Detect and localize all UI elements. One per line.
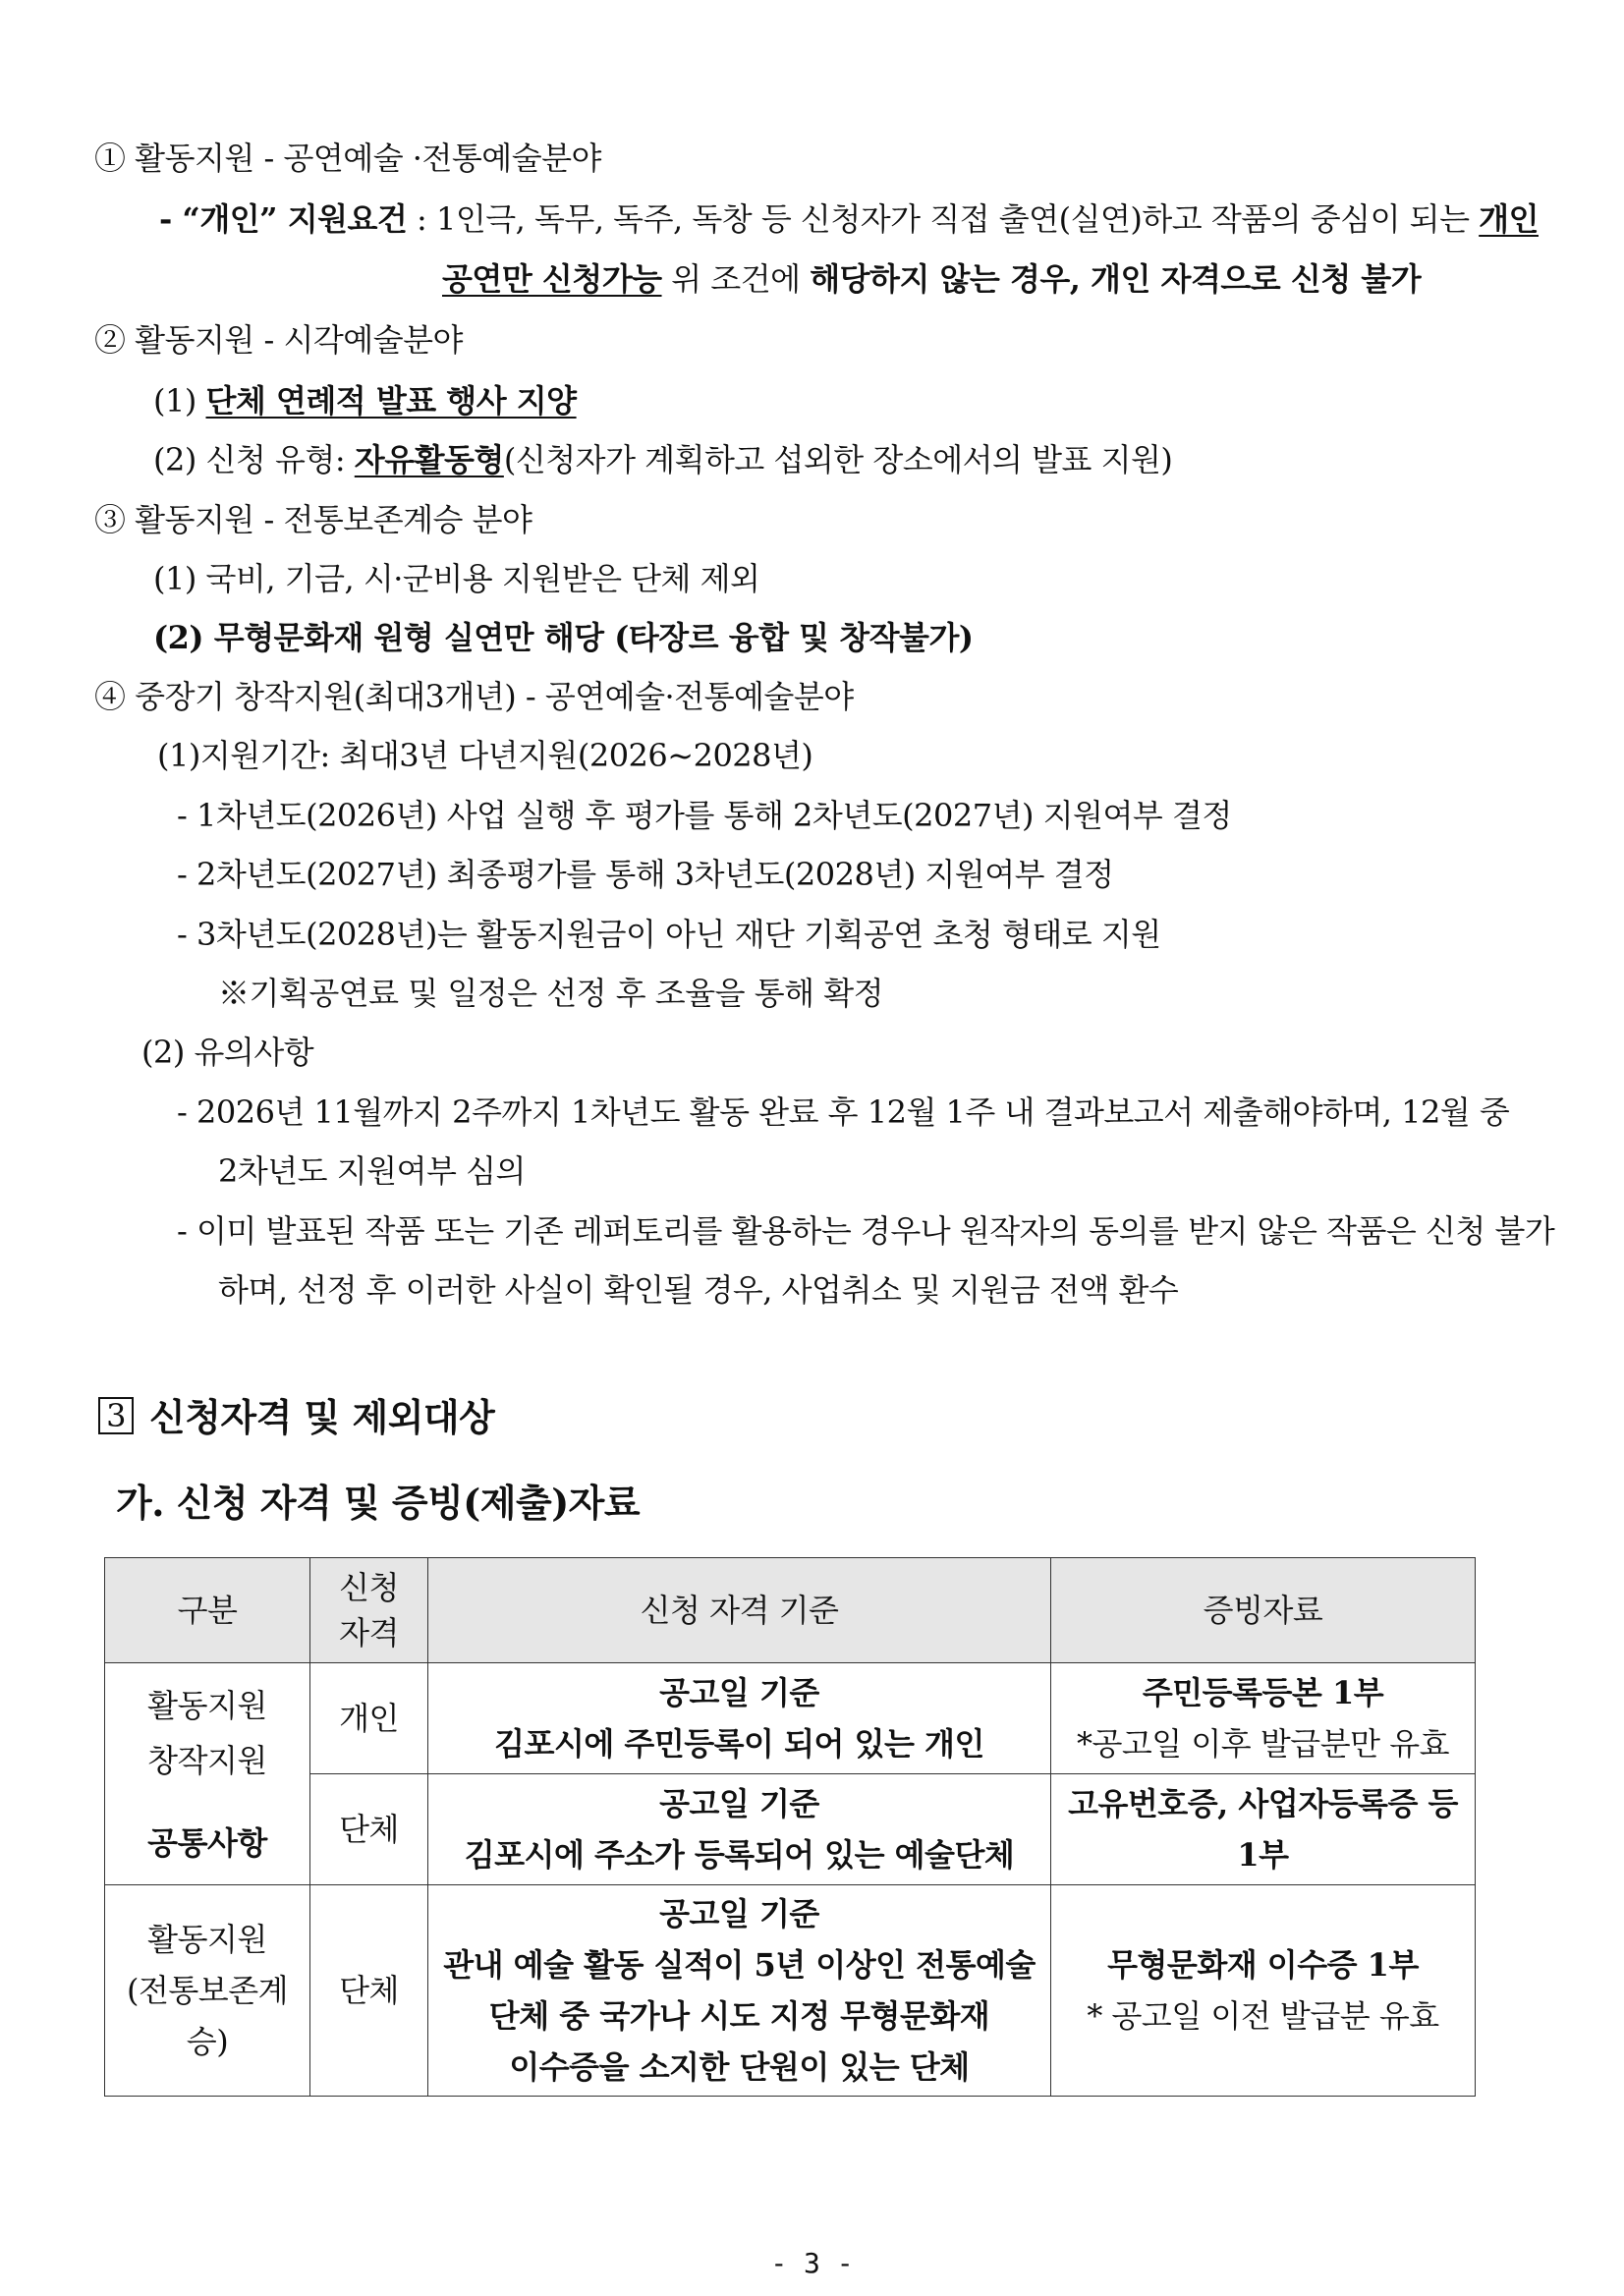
group-2-label (105, 1885, 310, 2097)
annual-event-restriction: 단체 연례적 발표 행사 지양 (205, 382, 577, 420)
traditional-item-1: (1) 국비, 기금, 시·군비용 지원받은 단체 제외 (153, 560, 760, 597)
row-1-documents-line2: *공고일 이후 발급분만 유효 (1076, 1725, 1450, 1763)
group-2-label-line1: 활동지원 (147, 1921, 267, 1958)
individual-requirement-label: - “개인” 지원요건 (159, 200, 408, 238)
row-2-documents: 고유번호증, 사업자등록증 등 1부 (1051, 1774, 1476, 1885)
row-1-type: 개인 (310, 1663, 428, 1774)
section-heading-3 (98, 1395, 494, 1440)
item-prefix: (1) (153, 382, 206, 420)
individual-condition-text: 위 조건에 (661, 260, 811, 298)
table-row (105, 1663, 1476, 1774)
row-1-documents (1051, 1663, 1476, 1774)
header-category: 구분 (105, 1558, 310, 1663)
group-1-label-common: 공통사항 (147, 1823, 267, 1862)
row-3-criteria-line1: 공고일 기준 (659, 1895, 819, 1932)
section-2-title: ② 활동지원 - 시각예술분야 (94, 321, 463, 359)
individual-ineligible-text: 해당하지 않는 경우, 개인 자격으로 신청 불가 (810, 260, 1422, 298)
row-3-type: 단체 (310, 1885, 428, 2097)
item-prefix: (2) 신청 유형: (153, 441, 355, 478)
row-1-documents-line1: 주민등록등본 1부 (1142, 1674, 1384, 1711)
eligibility-table (104, 1557, 1476, 2097)
spacer (109, 1788, 306, 1816)
caution-2-line1: - 이미 발표된 작품 또는 기존 레퍼토리를 활용하는 경우나 원작자의 동의를 받지 않은 작품은 신청 불가 (177, 1212, 1555, 1250)
header-documents: 증빙자료 (1051, 1558, 1476, 1663)
row-2-criteria-line1: 공고일 기준 (659, 1785, 819, 1822)
section-1-title: ① 활동지원 - 공연예술 ·전통예술분야 (94, 140, 601, 177)
header-applicant-type (310, 1558, 428, 1663)
header-applicant-type-line2: 자격 (339, 1614, 399, 1652)
group-1-label (105, 1663, 310, 1885)
row-3-criteria (428, 1885, 1051, 2097)
individual-underlined-text: 개인 (1479, 200, 1539, 238)
subheading: 가. 신청 자격 및 증빙(제출)자료 (116, 1481, 641, 1525)
caution-title: (2) 유의사항 (141, 1034, 314, 1071)
row-2-criteria (428, 1774, 1051, 1885)
row-2-type: 단체 (310, 1774, 428, 1885)
support-period: (1)지원기간: 최대3년 다년지원(2026~2028년) (157, 737, 813, 774)
row-1-criteria-line2: 김포시에 주민등록이 되어 있는 개인 (494, 1725, 984, 1763)
header-applicant-type-line1: 신청 (339, 1569, 399, 1606)
period-bullet-2: - 2차년도(2027년) 최종평가를 통해 3차년도(2028년) 지원여부 결정 (177, 856, 1114, 893)
group-2-label-line2: (전통보존계승) (126, 1972, 289, 2060)
row-3-documents (1051, 1885, 1476, 2097)
row-3-criteria-line2: 관내 예술 활동 실적이 5년 이상인 전통예술 (443, 1946, 1036, 1984)
visual-arts-item-1 (153, 381, 577, 420)
section-number-box: 3 (98, 1397, 134, 1434)
visual-arts-item-2 (153, 440, 1172, 479)
individual-requirement-line1 (159, 199, 1539, 239)
caution-2-line2: 하며, 선정 후 이러한 사실이 확인될 경우, 사업취소 및 지원금 전액 환수 (218, 1271, 1179, 1309)
section-3-title: ③ 활동지원 - 전통보존계승 분야 (94, 501, 532, 538)
section-heading-text: 신청자격 및 제외대상 (149, 1395, 495, 1439)
period-bullet-3: - 3차년도(2028년)는 활동지원금이 아닌 재단 기획공연 초청 형태로 지원 (177, 916, 1161, 953)
row-2-criteria-line2: 김포시에 주소가 등록되어 있는 예술단체 (464, 1836, 1015, 1874)
table-row (105, 1885, 1476, 2097)
row-3-criteria-line3: 단체 중 국가나 시도 지정 무형문화재 (488, 1997, 990, 2035)
row-3-criteria-line4: 이수증을 소지한 단원이 있는 단체 (509, 2048, 970, 2086)
section-4-title: ④ 중장기 창작지원(최대3개년) - 공연예술·전통예술분야 (94, 678, 854, 715)
individual-only-text: 공연만 신청가능 (442, 260, 662, 298)
period-note: ※기획공연료 및 일정은 선정 후 조율을 통해 확정 (218, 975, 884, 1012)
period-bullet-1: - 1차년도(2026년) 사업 실행 후 평가를 통해 2차년도(2027년) 지원여부 결정 (177, 797, 1232, 834)
free-activity-desc: (신청자가 계획하고 섭외한 장소에서의 발표 지원) (503, 441, 1173, 478)
table-header-row (105, 1558, 1476, 1663)
group-1-label-line1: 활동지원 (147, 1686, 267, 1724)
group-1-label-line2: 창작지원 (147, 1741, 267, 1779)
page-number: - 3 - (770, 2247, 854, 2279)
individual-requirement-text: : 1인극, 독무, 독주, 독창 등 신청자가 직접 출연(실연)하고 작품의 중심이 되는 (407, 200, 1480, 238)
traditional-item-2: (2) 무형문화재 원형 실연만 해당 (타장르 융합 및 창작불가) (153, 619, 974, 656)
free-activity-type: 자유활동형 (354, 441, 504, 478)
table-row (105, 1774, 1476, 1885)
row-3-documents-line1: 무형문화재 이수증 1부 (1107, 1946, 1419, 1984)
row-3-documents-line2: * 공고일 이전 발급분 유효 (1087, 1997, 1439, 2035)
individual-requirement-line2 (442, 259, 1421, 299)
header-criteria: 신청 자격 기준 (428, 1558, 1051, 1663)
header-applicant-type-text (314, 1565, 423, 1655)
row-1-criteria (428, 1663, 1051, 1774)
row-1-criteria-line1: 공고일 기준 (659, 1674, 819, 1711)
caution-1-line1: - 2026년 11월까지 2주까지 1차년도 활동 완료 후 12월 1주 내 결과보고서 제출해야하며, 12월 중 (177, 1093, 1510, 1131)
caution-1-line2: 2차년도 지원여부 심의 (218, 1152, 526, 1190)
